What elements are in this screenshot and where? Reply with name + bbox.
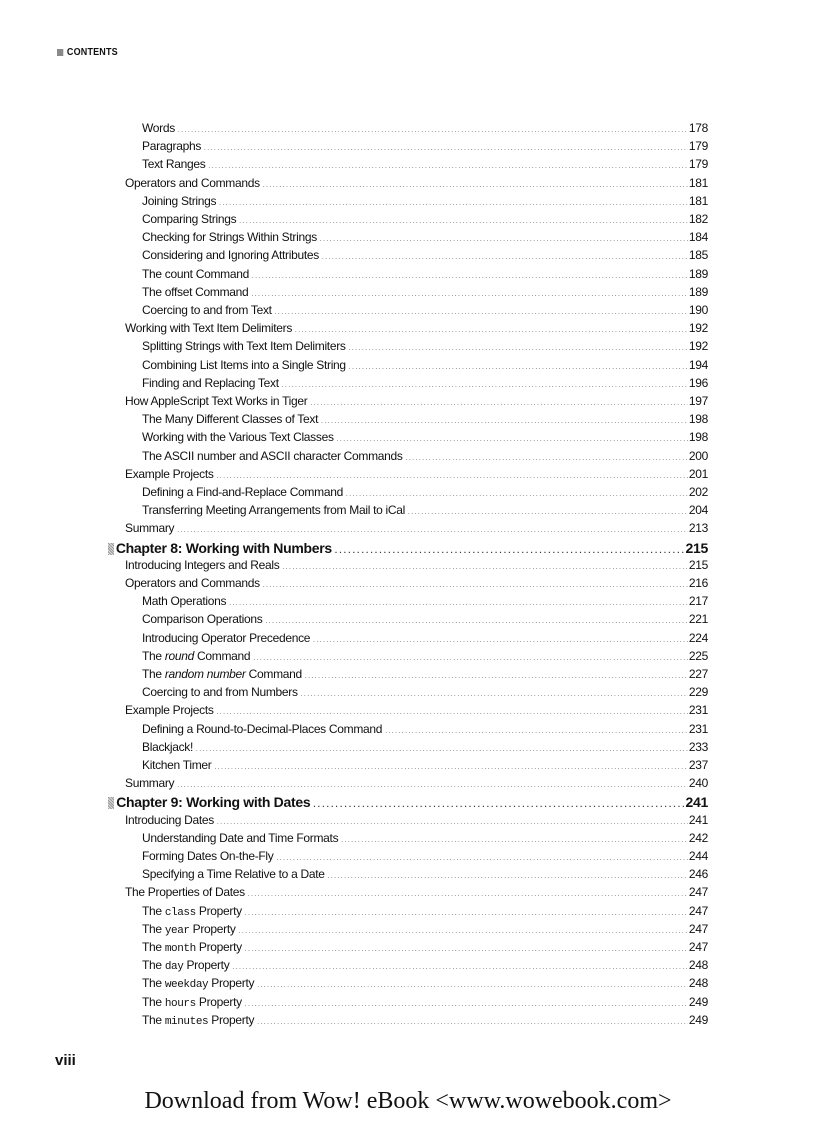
- toc-entry[interactable]: [0, 558, 708, 576]
- toc-entry[interactable]: [0, 612, 708, 630]
- toc-entry-page: 231: [688, 721, 708, 736]
- toc-title-part: Forming Dates On-the-Fly: [142, 849, 274, 863]
- toc-entry-title: [142, 503, 407, 517]
- toc-entry[interactable]: [0, 394, 708, 412]
- toc-entry-page: 229: [688, 685, 708, 700]
- toc-entry-title: [142, 758, 213, 772]
- toc-entry[interactable]: [0, 358, 708, 376]
- toc-title-part: Chapter 9: Working with Dates: [116, 794, 311, 811]
- dot-leader: [328, 869, 688, 883]
- toc-title-part: The: [142, 976, 165, 991]
- toc-title-part: Splitting Strings with Text Item Delimiters: [142, 339, 346, 354]
- toc-title-part: Joining Strings: [142, 193, 217, 208]
- toc-entry[interactable]: [0, 667, 708, 685]
- dot-leader: [337, 432, 688, 446]
- toc-title-part: Introducing Dates: [125, 812, 214, 827]
- toc-entry-page: 178: [688, 121, 708, 135]
- toc-entry-page: 240: [688, 776, 708, 791]
- toc-entry[interactable]: [0, 703, 708, 721]
- toc-title-part: How AppleScript Text Works in Tiger: [125, 394, 308, 408]
- toc-title-part: Checking for Strings Within Strings: [142, 230, 317, 245]
- toc-entry-page: 225: [688, 648, 708, 663]
- toc-title-part: Property: [208, 976, 255, 991]
- toc-title-part: class: [164, 906, 196, 919]
- toc-entry-page: 182: [688, 212, 708, 226]
- dot-leader: [263, 578, 688, 592]
- dot-leader: [245, 997, 688, 1011]
- dot-leader: [310, 396, 687, 410]
- toc-title-part: Transferring Meeting Arrangements from Mail to iCal: [142, 503, 406, 518]
- toc-entry-page: 248: [688, 958, 708, 973]
- toc-entry-page: 241: [688, 812, 708, 827]
- dot-leader: [214, 760, 687, 774]
- toc-entry-title: [125, 394, 309, 408]
- dot-leader: [232, 960, 687, 974]
- toc-title-part: Text Ranges: [142, 157, 206, 172]
- toc-entry-page: 237: [688, 758, 708, 772]
- toc-entry-page: 233: [688, 739, 708, 754]
- toc-entry[interactable]: [0, 885, 708, 903]
- toc-entry[interactable]: [0, 831, 708, 849]
- toc-entry-title: [125, 813, 216, 827]
- toc-title-part: Paragraphs: [142, 139, 202, 154]
- dot-leader: [321, 414, 688, 428]
- toc-entry-page: 192: [688, 321, 708, 336]
- toc-entry-title: [142, 248, 321, 262]
- toc-entry[interactable]: [0, 430, 708, 448]
- toc-entry-page: 242: [688, 830, 708, 845]
- toc-entry-title: [142, 667, 304, 681]
- toc-entry-page: 200: [688, 448, 708, 463]
- toc-entry[interactable]: [0, 722, 708, 740]
- toc-title-part: Words: [142, 121, 175, 135]
- toc-entry[interactable]: [0, 467, 708, 485]
- toc-entry[interactable]: [0, 958, 708, 976]
- toc-entry-title: [142, 485, 345, 499]
- toc-title-part: The Properties of Dates: [125, 885, 245, 900]
- toc-entry[interactable]: [0, 813, 708, 831]
- dot-leader: [265, 614, 687, 628]
- toc-entry[interactable]: [0, 303, 708, 321]
- toc-title-part: Blackjack!: [142, 739, 194, 754]
- toc-entry-page: 247: [688, 903, 708, 918]
- toc-entry-title: [142, 339, 348, 353]
- toc-entry-page: 204: [688, 503, 708, 518]
- toc-entry-title: [125, 703, 216, 717]
- toc-entry[interactable]: [0, 649, 708, 667]
- toc-entry-page: 247: [688, 940, 708, 954]
- dot-leader: [257, 1015, 688, 1029]
- toc-entry[interactable]: [0, 1013, 708, 1031]
- toc-entry[interactable]: [0, 594, 708, 612]
- toc-title-part: Example Projects: [125, 703, 214, 718]
- toc-entry-title: [142, 212, 238, 226]
- dot-leader: [322, 250, 688, 264]
- toc-entry-title: [142, 303, 274, 317]
- dot-leader: [217, 705, 688, 719]
- toc-entry-page: 216: [688, 576, 708, 590]
- toc-title-part: Understanding Date and Time Formats: [142, 830, 339, 845]
- toc-entry[interactable]: [0, 267, 708, 285]
- toc-title-part: Coercing to and from Numbers: [142, 685, 298, 700]
- toc-title-part: Example Projects: [125, 466, 214, 481]
- toc-title-part: Coercing to and from Text: [142, 303, 272, 317]
- toc-entry-page: 221: [688, 612, 708, 627]
- dot-leader: [277, 851, 688, 865]
- toc-entry-title: [142, 995, 244, 1010]
- toc-title-part: The: [142, 903, 165, 918]
- page-number: viii: [55, 1052, 76, 1069]
- toc-entry-page: 247: [688, 885, 708, 900]
- toc-entry-page: 179: [688, 157, 708, 172]
- toc-entry-page: 189: [688, 266, 708, 281]
- toc-entry-page: 198: [688, 412, 708, 427]
- toc-entry[interactable]: [0, 412, 708, 430]
- toc-title-part: Property: [189, 921, 236, 936]
- toc-entry-page: 244: [688, 849, 708, 863]
- toc-title-part: The: [142, 958, 165, 973]
- toc-title-part: The offset Command: [142, 284, 249, 299]
- toc-title-part: The: [142, 921, 165, 936]
- dot-leader: [196, 742, 688, 756]
- toc-title-part: The: [142, 1012, 165, 1027]
- toc-title-part: Property: [195, 940, 242, 954]
- dot-leader: [177, 778, 688, 792]
- toc-entry-title: [142, 740, 195, 754]
- toc-entry[interactable]: [0, 376, 708, 394]
- toc-title-part: Working with Text Item Delimiters: [125, 321, 293, 336]
- toc-title-part: Property: [183, 958, 230, 973]
- toc-entry-title: [142, 958, 231, 973]
- toc-entry-title: [142, 412, 320, 426]
- dot-leader: [245, 906, 688, 920]
- toc-entry[interactable]: [0, 995, 708, 1013]
- toc-entry-title: [142, 430, 336, 444]
- toc-entry-title: [142, 230, 319, 244]
- dot-leader: [217, 815, 688, 829]
- toc-entry[interactable]: [0, 940, 708, 958]
- toc-entry-title: [142, 631, 312, 645]
- toc-title-part: Math Operations: [142, 594, 227, 609]
- toc-entry[interactable]: [0, 631, 708, 649]
- toc-entry-page: 246: [688, 867, 708, 882]
- toc-entry[interactable]: [0, 904, 708, 922]
- toc-entry-page: 241: [685, 794, 708, 811]
- toc-entry-page: 227: [688, 667, 708, 681]
- toc-title-part: The: [142, 667, 165, 681]
- dot-leader: [251, 287, 687, 301]
- toc-entry-title: [125, 521, 176, 535]
- toc-entry-title: [142, 1013, 256, 1028]
- dot-leader: [295, 323, 688, 337]
- toc-title-part: Kitchen Timer: [142, 758, 212, 772]
- toc-entry-page: 196: [688, 375, 708, 390]
- toc-title-part: round: [164, 648, 195, 663]
- toc-entry-title: [142, 722, 384, 736]
- toc-entry[interactable]: [0, 230, 708, 248]
- toc-entry-page: 231: [688, 703, 708, 718]
- toc-entry[interactable]: [0, 576, 708, 594]
- toc-entry-page: 248: [688, 976, 708, 991]
- toc-entry-title: [125, 558, 281, 572]
- toc-entry[interactable]: [0, 849, 708, 867]
- toc-entry-title: [142, 121, 177, 135]
- running-header: [57, 47, 118, 58]
- toc-entry-page: 189: [688, 284, 708, 299]
- toc-entry[interactable]: [0, 758, 708, 776]
- toc-title-part: month: [164, 943, 196, 955]
- toc-entry-page: 249: [688, 1012, 708, 1027]
- dot-leader: [349, 341, 688, 355]
- toc-title-part: The: [142, 648, 165, 663]
- toc-entry-title: [142, 849, 276, 863]
- dot-leader: [313, 633, 688, 647]
- toc-entry-title: [116, 540, 334, 556]
- toc-entry[interactable]: [0, 485, 708, 503]
- toc-entry[interactable]: [0, 740, 708, 758]
- dot-leader: [346, 487, 688, 501]
- toc-entry-page: 215: [688, 557, 708, 572]
- toc-entry-page: 181: [688, 175, 708, 190]
- header-label: CONTENTS: [66, 47, 118, 58]
- dot-leader: [208, 159, 687, 173]
- dot-leader: [219, 196, 688, 210]
- toc-entry-title: [142, 612, 264, 626]
- toc-entry-page: 202: [688, 485, 708, 499]
- toc-title-part: Comparison Operations: [142, 612, 263, 627]
- toc-title-part: Property: [195, 994, 242, 1009]
- toc-entry-title: [142, 922, 238, 937]
- toc-entry-title: [142, 649, 252, 663]
- toc-title-part: The: [142, 994, 165, 1009]
- toc-entry-title: [125, 776, 176, 790]
- toc-title-part: Considering and Ignoring Attributes: [142, 248, 319, 263]
- dot-leader: [385, 724, 688, 738]
- toc-entry-page: 217: [688, 594, 708, 609]
- dot-leader: [313, 798, 684, 812]
- toc-title-part: Defining a Find-and-Replace Command: [142, 485, 343, 499]
- dot-leader: [253, 651, 688, 665]
- toc-entry-title: [142, 267, 251, 281]
- toc-entry-page: 194: [688, 357, 708, 372]
- header-square-icon: [57, 49, 63, 56]
- toc-title-part: The Many Different Classes of Text: [142, 412, 319, 427]
- dot-leader: [217, 469, 688, 483]
- dot-leader: [282, 560, 687, 574]
- toc-entry-page: 224: [688, 630, 708, 645]
- toc-title-part: The: [142, 940, 165, 954]
- toc-entry-page: 247: [688, 921, 708, 936]
- toc-title-part: Property: [195, 903, 242, 918]
- chapter-marker-icon: [108, 797, 114, 809]
- dot-leader: [263, 178, 688, 192]
- toc-entry[interactable]: [0, 976, 708, 994]
- toc-entry-page: 198: [688, 430, 708, 445]
- toc-entry[interactable]: [0, 212, 708, 230]
- toc-title-part: Command: [194, 648, 251, 663]
- toc-entry-title: [142, 976, 256, 991]
- toc-title-part: The ASCII number and ASCII character Commands: [142, 448, 403, 463]
- toc-title-part: Operators and Commands: [125, 175, 260, 190]
- toc-entry[interactable]: [0, 285, 708, 303]
- toc-entry-title: [142, 685, 300, 699]
- toc-entry-page: 179: [688, 139, 708, 154]
- toc-entry[interactable]: [0, 176, 708, 194]
- toc-entry[interactable]: [0, 321, 708, 339]
- dot-leader: [229, 596, 688, 610]
- dot-leader: [257, 978, 688, 992]
- dot-leader: [349, 360, 688, 374]
- dot-leader: [275, 305, 688, 319]
- toc-entry[interactable]: [0, 922, 708, 940]
- toc-entry-title: [116, 794, 312, 810]
- toc-entry-title: [142, 594, 228, 608]
- download-footer: Download from Wow! eBook <www.wowebook.com>: [144, 1088, 672, 1114]
- toc-entry[interactable]: [0, 685, 708, 703]
- toc-entry-title: [142, 940, 244, 955]
- dot-leader: [301, 687, 688, 701]
- toc-entry[interactable]: [0, 121, 708, 139]
- toc-entry-title: [125, 321, 294, 335]
- toc-chapter-entry[interactable]: [0, 540, 708, 558]
- toc-entry-title: [142, 139, 203, 153]
- toc-entry-title: [125, 467, 216, 481]
- toc-title-part: Property: [208, 1012, 255, 1027]
- toc-entry[interactable]: [0, 867, 708, 885]
- toc-entry-page: 213: [688, 521, 708, 536]
- toc-entry[interactable]: [0, 248, 708, 266]
- toc-entry[interactable]: [0, 157, 708, 175]
- toc-entry[interactable]: [0, 139, 708, 157]
- toc-entry-page: 184: [688, 230, 708, 245]
- dot-leader: [239, 924, 688, 938]
- toc-title-part: minutes: [164, 1015, 209, 1028]
- dot-leader: [248, 887, 688, 901]
- dot-leader: [177, 523, 688, 537]
- toc-entry-page: 190: [688, 303, 708, 317]
- toc-entry[interactable]: [0, 521, 708, 539]
- toc-entry-page: 215: [685, 539, 708, 556]
- toc-entry-title: [142, 194, 218, 208]
- dot-leader: [239, 214, 688, 228]
- toc-entry-page: 197: [688, 394, 708, 408]
- toc-title-part: Defining a Round-to-Decimal-Places Command: [142, 721, 383, 736]
- toc-entry-page: 249: [688, 994, 708, 1009]
- toc-entry[interactable]: [0, 194, 708, 212]
- toc-title-part: year: [164, 924, 190, 937]
- toc-title-part: Introducing Integers and Reals: [125, 557, 280, 572]
- toc-entry-title: [142, 904, 244, 919]
- toc-title-part: day: [164, 961, 184, 974]
- toc-entry-page: 201: [688, 466, 708, 481]
- toc-title-part: Summary: [125, 521, 175, 536]
- toc-entry[interactable]: [0, 449, 708, 467]
- dot-leader: [178, 123, 688, 137]
- dot-leader: [408, 505, 688, 519]
- toc-title-part: Command: [245, 667, 302, 681]
- toc-entry-title: [142, 285, 250, 299]
- toc-title-part: Comparing Strings: [142, 212, 237, 226]
- dot-leader: [341, 833, 688, 847]
- toc-title-part: Operators and Commands: [125, 576, 260, 590]
- toc-entry-title: [142, 358, 348, 372]
- toc-entry-title: [142, 376, 281, 390]
- toc-title-part: Working with the Various Text Classes: [142, 430, 334, 445]
- toc-entry-page: 192: [688, 339, 708, 354]
- toc-entry-title: [142, 831, 340, 845]
- toc-title-part: The count Command: [142, 266, 249, 281]
- toc-title-part: Summary: [125, 776, 175, 791]
- toc-title-part: weekday: [164, 979, 209, 992]
- dot-leader: [282, 378, 688, 392]
- toc-entry-title: [142, 867, 327, 881]
- toc-entry-title: [142, 449, 405, 463]
- toc-entry-title: [125, 885, 247, 899]
- toc-entry-title: [125, 576, 262, 590]
- dot-leader: [320, 232, 688, 246]
- toc-entry-title: [142, 157, 207, 171]
- dot-leader: [245, 942, 688, 956]
- dot-leader: [252, 269, 688, 283]
- dot-leader: [204, 141, 688, 155]
- toc-title-part: random number: [164, 667, 246, 681]
- toc-entry-title: [125, 176, 262, 190]
- toc-entry[interactable]: [0, 503, 708, 521]
- toc-entry-page: 185: [688, 248, 708, 263]
- toc-entry[interactable]: [0, 776, 708, 794]
- toc-title-part: Finding and Replacing Text: [142, 375, 279, 390]
- toc-title-part: hours: [164, 997, 196, 1010]
- dot-leader: [406, 451, 688, 465]
- toc-title-part: Chapter 8: Working with Numbers: [115, 539, 332, 556]
- toc-entry-page: 181: [688, 193, 708, 208]
- chapter-marker-icon: [108, 543, 114, 555]
- toc-title-part: Combining List Items into a Single String: [142, 357, 346, 372]
- toc-chapter-entry[interactable]: [0, 794, 708, 812]
- toc-entry[interactable]: [0, 339, 708, 357]
- toc-title-part: Specifying a Time Relative to a Date: [142, 867, 325, 882]
- dot-leader: [305, 669, 688, 683]
- toc-title-part: Introducing Operator Precedence: [142, 630, 311, 645]
- dot-leader: [335, 544, 685, 558]
